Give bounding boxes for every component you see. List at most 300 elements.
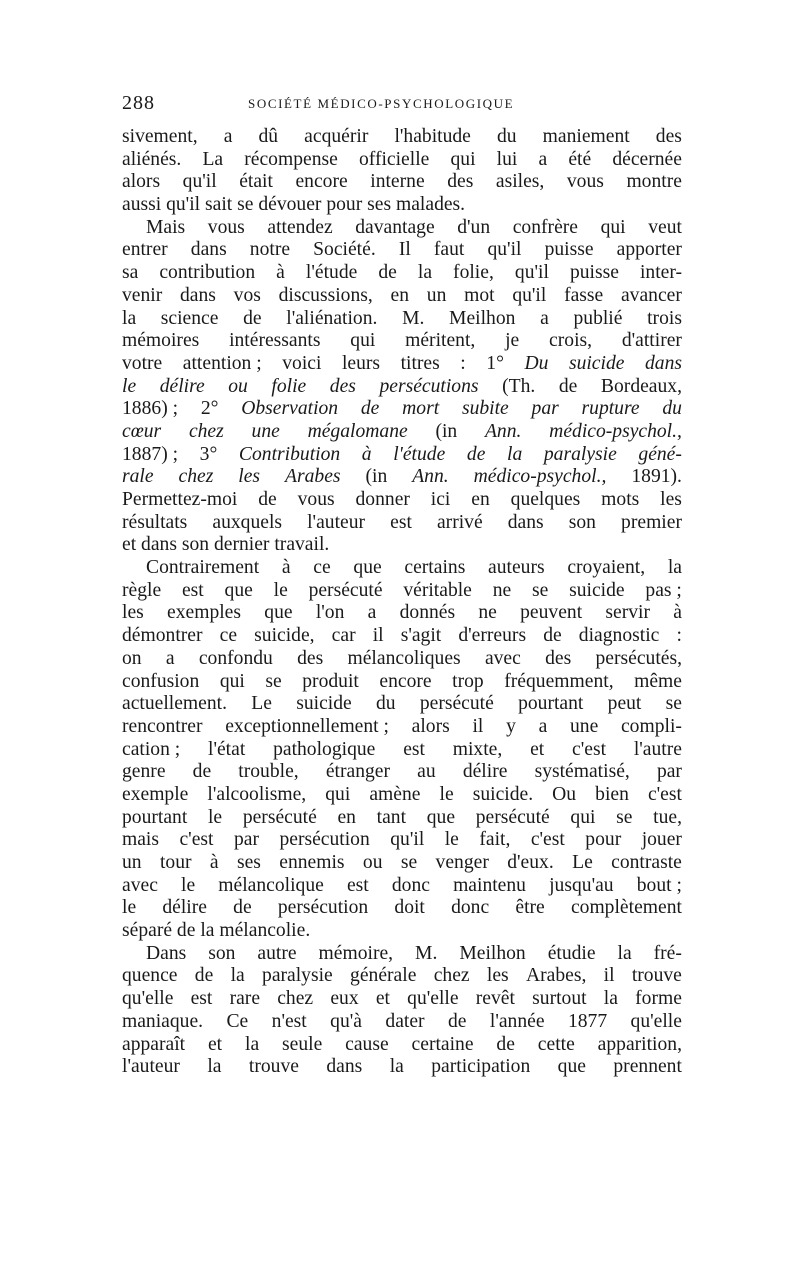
word: tue,	[653, 806, 682, 828]
italic-word: ou	[228, 375, 248, 397]
word: les	[122, 602, 144, 624]
word: que	[426, 806, 456, 828]
word: auxquels	[212, 511, 283, 533]
italic-word: rale	[122, 466, 154, 488]
word: qui	[325, 783, 351, 805]
word: de	[543, 625, 562, 647]
word: cause	[345, 1033, 389, 1055]
word: suicide,	[254, 625, 315, 647]
word: entrer	[122, 239, 168, 261]
word: est	[181, 579, 204, 601]
word: se	[265, 670, 282, 692]
word: c'est	[647, 783, 682, 805]
word: vous	[566, 171, 604, 193]
word: complètement	[570, 897, 682, 919]
text-line	[122, 194, 682, 217]
word: Bordeaux,	[600, 375, 682, 397]
word: exceptionnellement ;	[225, 715, 389, 737]
word: que	[224, 579, 253, 601]
word: qu'il	[390, 829, 425, 851]
word: confusion	[122, 670, 200, 692]
text-line	[122, 285, 682, 308]
italic-word: paralysie	[543, 443, 617, 465]
word: Il	[398, 239, 411, 261]
word: a	[538, 715, 548, 737]
word: de	[194, 965, 214, 987]
word: prennent	[613, 1056, 682, 1078]
word: puisse	[544, 239, 594, 261]
text-line	[122, 625, 682, 648]
word: certaine	[411, 1033, 474, 1055]
word: asiles,	[495, 171, 545, 193]
word: acquérir	[304, 126, 369, 147]
word: avancer	[620, 284, 682, 306]
page-header	[122, 92, 682, 122]
word: Permettez-moi	[122, 489, 238, 510]
word: l'état	[208, 738, 246, 760]
word: pourtant	[122, 806, 188, 828]
italic-word: mort	[402, 398, 440, 420]
word: 1°	[486, 352, 504, 374]
word: Le	[251, 693, 272, 715]
word: été	[568, 148, 592, 170]
word: le	[207, 806, 223, 828]
italic-word: Contribution	[238, 443, 341, 465]
word: croyaient,	[567, 557, 646, 579]
word: a	[538, 148, 548, 170]
word: jouer	[641, 829, 682, 851]
word: persécutés,	[595, 647, 682, 669]
word: à	[673, 602, 682, 624]
word: :	[676, 625, 682, 647]
word: la	[230, 965, 245, 987]
word: séparé de la mélancolie.	[122, 920, 311, 942]
word: fasse	[564, 284, 604, 306]
word: mélancolique	[218, 874, 324, 896]
word: persécuté	[475, 806, 550, 828]
text-line	[122, 557, 682, 580]
word: davantage	[355, 216, 435, 238]
word: en	[390, 284, 410, 306]
word: folie,	[453, 262, 494, 284]
italic-word: médico-psychol.,	[549, 420, 682, 442]
word: pathologique	[273, 738, 376, 760]
word: l'étude	[305, 262, 358, 284]
word: démontrer	[122, 625, 203, 647]
word: avec	[484, 647, 521, 669]
word: un	[122, 852, 142, 873]
word: autre	[257, 942, 297, 964]
page-number: 288	[122, 92, 155, 114]
word: tant	[376, 806, 407, 828]
word: publié	[573, 307, 623, 329]
text-line	[122, 761, 682, 784]
word: systématisé,	[534, 761, 630, 783]
word: dans	[190, 239, 227, 261]
italic-word: chez	[178, 466, 214, 488]
word: qui	[570, 806, 596, 828]
word: 1877	[567, 1010, 608, 1032]
word: ce	[313, 557, 331, 579]
word: persécuté	[308, 579, 383, 601]
word: maniaque.	[122, 1010, 204, 1032]
word: donc	[391, 874, 430, 896]
text-line	[122, 852, 682, 875]
word: apparaît	[122, 1033, 186, 1055]
text-line	[122, 308, 682, 331]
word: mot	[464, 284, 495, 306]
word: ou	[362, 852, 383, 873]
word: l'année	[489, 1010, 545, 1032]
italic-word: Ann.	[412, 466, 449, 488]
word: surtout	[532, 988, 587, 1010]
word: dater	[385, 1010, 425, 1032]
word: d'erreurs	[458, 625, 527, 647]
word: est	[190, 988, 213, 1010]
word: 3°	[199, 443, 218, 465]
word: pas ;	[645, 579, 682, 601]
italic-word: par	[531, 398, 559, 420]
text-line	[122, 965, 682, 988]
word: du	[496, 126, 517, 147]
text-line	[122, 512, 682, 535]
word: Ou	[552, 783, 577, 805]
word: jusqu'au	[549, 874, 614, 896]
word: titres	[400, 352, 440, 374]
word: mais	[122, 829, 160, 851]
word: Meilhon	[459, 942, 526, 964]
text-line	[122, 239, 682, 262]
text-line	[122, 716, 682, 739]
word: à	[276, 262, 285, 284]
word: qui	[450, 148, 476, 170]
word: il	[472, 715, 484, 737]
word: tour	[159, 852, 192, 873]
word: qui	[350, 330, 376, 352]
word: contraste	[611, 852, 682, 873]
word: étudie	[547, 942, 596, 964]
word: compli-	[620, 715, 682, 737]
word: contribution	[159, 262, 256, 284]
word: genre	[122, 761, 166, 783]
word: (in	[365, 466, 388, 488]
word: exemples	[167, 602, 242, 624]
word: Contrairement	[146, 557, 260, 579]
word: mélancoliques	[347, 647, 461, 669]
word: et	[207, 1033, 223, 1055]
italic-word: de	[466, 443, 486, 465]
word: car	[331, 625, 356, 647]
word: à	[281, 557, 291, 579]
word: officielle	[358, 148, 430, 170]
word: cation ;	[122, 738, 181, 760]
text-line	[122, 171, 682, 194]
word: La	[202, 148, 224, 170]
word: apparition,	[597, 1033, 682, 1055]
word: maintenu	[453, 874, 526, 896]
word: peuvent	[520, 602, 583, 624]
word: l'autre	[633, 738, 682, 760]
italic-word: dans	[644, 352, 682, 374]
word: qu'elle	[630, 1010, 682, 1032]
italic-word: une	[251, 420, 280, 442]
word: bout ;	[636, 874, 682, 896]
word: il	[372, 625, 384, 647]
word: mixte,	[452, 738, 503, 760]
word: aussi qu'il sait se dévouer pour ses malades.	[122, 194, 466, 216]
italic-word: du	[662, 398, 682, 420]
word: suicide	[296, 693, 352, 715]
text-line	[122, 353, 682, 376]
word: notre	[249, 239, 291, 261]
word: sivement,	[122, 126, 198, 147]
text-line	[122, 875, 682, 898]
italic-word: le	[122, 375, 137, 397]
word: des	[297, 647, 324, 669]
word: de	[558, 375, 578, 397]
word: de	[192, 761, 212, 783]
word: l'alcoolisme,	[207, 783, 307, 805]
word: persécution	[279, 829, 370, 851]
word: donner	[355, 489, 410, 510]
word: a	[367, 602, 377, 624]
word: le	[122, 897, 137, 919]
word: la	[389, 1056, 404, 1078]
italic-word: mégalomane	[307, 420, 408, 442]
word: la	[122, 307, 137, 329]
word: chez	[433, 965, 470, 987]
word: en	[337, 806, 356, 828]
word: qu'elle	[407, 988, 459, 1010]
word: qui	[219, 670, 245, 692]
text-line	[122, 444, 682, 467]
text-line	[122, 943, 682, 966]
word: produit	[302, 670, 359, 692]
italic-word: médico-psychol.,	[473, 466, 607, 488]
word: l'on	[315, 602, 345, 624]
text-line	[122, 671, 682, 694]
word: quence	[122, 965, 178, 987]
word: la	[417, 262, 433, 284]
word: des	[447, 171, 474, 193]
word: de	[496, 1033, 515, 1055]
word: se	[400, 852, 418, 873]
word: c'est	[530, 829, 565, 851]
word: à	[209, 852, 219, 873]
word: rare	[229, 988, 261, 1010]
word: (in	[435, 420, 458, 442]
word: encore	[295, 171, 348, 193]
text-line	[122, 534, 682, 557]
italic-word: cœur	[122, 420, 162, 442]
italic-word: délire	[159, 375, 205, 397]
word: qu'il	[182, 171, 217, 193]
word: Le	[572, 852, 593, 873]
word: mémoires	[122, 330, 200, 352]
word: méritent,	[405, 330, 476, 352]
word: est	[346, 874, 369, 896]
text-line	[122, 376, 682, 399]
text-line	[122, 466, 682, 489]
word: ne	[492, 579, 512, 601]
word: le	[444, 829, 459, 851]
word: faut	[433, 239, 465, 261]
word: alors	[122, 171, 161, 193]
text-line	[122, 149, 682, 172]
word: des	[655, 126, 682, 147]
text-line	[122, 602, 682, 625]
word: générale	[350, 965, 417, 987]
word: bien	[595, 783, 629, 805]
word: règle	[122, 579, 162, 601]
text-line	[122, 829, 682, 852]
word: d'attirer	[621, 330, 682, 352]
word: dans	[507, 511, 544, 533]
word: actuellement.	[122, 693, 227, 715]
word: la	[207, 1056, 222, 1078]
word: paralysie	[262, 965, 333, 987]
word: trouve	[248, 1056, 299, 1078]
word: :	[460, 352, 466, 374]
word: 1887) ;	[122, 443, 179, 465]
word: peut	[607, 693, 642, 715]
word: votre	[122, 352, 163, 374]
word: le	[273, 579, 288, 601]
word: trop	[452, 670, 484, 692]
italic-word: l'étude	[393, 443, 446, 465]
word: et dans son dernier travail.	[122, 534, 330, 556]
word: puisse	[569, 262, 619, 284]
word: au	[417, 761, 436, 783]
word: est	[403, 738, 425, 760]
word: (Th.	[502, 375, 536, 397]
word: 1891).	[631, 466, 682, 488]
word: participation	[431, 1056, 531, 1078]
word: Dans	[146, 942, 187, 964]
word: le	[439, 783, 454, 805]
word: avec	[122, 874, 158, 896]
word: a	[165, 647, 175, 669]
word: pourtant	[518, 693, 584, 715]
word: se	[531, 579, 549, 601]
word: délire	[162, 897, 207, 919]
word: une	[569, 715, 599, 737]
word: Société.	[313, 239, 376, 261]
word: récompense	[244, 148, 338, 170]
word: se	[665, 693, 682, 715]
word: qu'à	[330, 1010, 362, 1032]
text-line	[122, 807, 682, 830]
word: mots	[601, 489, 640, 510]
word: que	[353, 557, 382, 579]
word: certains	[404, 557, 466, 579]
word: vous	[207, 216, 245, 238]
italic-word: Du	[524, 352, 549, 374]
word: son	[568, 511, 596, 533]
word: sa	[122, 262, 139, 284]
word: c'est	[179, 829, 214, 851]
text-line	[122, 1056, 682, 1079]
word: l'auteur	[307, 511, 366, 533]
word: ici	[430, 489, 451, 510]
word: était	[239, 171, 273, 193]
word: revêt	[475, 988, 515, 1010]
word: dû	[258, 126, 279, 147]
text-line	[122, 421, 682, 444]
text-line	[122, 1011, 682, 1034]
word: veut	[648, 216, 682, 238]
word: Arabes,	[525, 965, 587, 987]
word: confrère	[512, 216, 578, 238]
word: la	[667, 557, 682, 579]
word: 2°	[200, 398, 219, 420]
word: l'habitude	[394, 126, 471, 147]
word: forme	[635, 988, 682, 1010]
word: délire	[462, 761, 508, 783]
italic-word: folie	[271, 375, 307, 397]
word: donnés	[399, 602, 456, 624]
word: de	[447, 1010, 467, 1032]
word: qu'elle	[122, 988, 174, 1010]
word: persécuté	[419, 693, 494, 715]
italic-word: la	[507, 443, 523, 465]
word: rencontrer	[122, 715, 203, 737]
word: apporter	[616, 239, 682, 261]
word: fréquemment,	[504, 670, 614, 692]
word: seule	[282, 1033, 323, 1055]
text-line	[122, 580, 682, 603]
word: un	[426, 284, 447, 306]
word: leurs	[341, 352, 381, 374]
word: résultats	[122, 511, 188, 533]
word: cette	[537, 1033, 575, 1055]
italic-word: les	[238, 466, 261, 488]
word: les	[660, 489, 682, 510]
word: amène	[369, 783, 421, 805]
word: M.	[415, 942, 438, 964]
word: Mais	[146, 216, 186, 238]
text-line	[122, 330, 682, 353]
word: confondu	[198, 647, 273, 669]
word: y	[506, 715, 516, 737]
word: premier	[621, 511, 682, 533]
word: l'auteur	[122, 1056, 180, 1078]
word: décernée	[612, 148, 682, 170]
word: quelques	[510, 489, 581, 510]
text-line	[122, 784, 682, 807]
word: que	[557, 1056, 586, 1078]
word: diagnostic	[578, 625, 660, 647]
word: 1886) ;	[122, 398, 179, 420]
italic-word: géné-	[638, 443, 682, 465]
word: venger	[435, 852, 489, 873]
word: voici	[282, 352, 322, 374]
text-line	[122, 988, 682, 1011]
word: ses	[236, 852, 261, 873]
word: eux	[330, 988, 359, 1010]
word: pour	[585, 829, 622, 851]
italic-word: Observation	[241, 398, 339, 420]
word: son	[208, 942, 236, 964]
word: s'agit	[400, 625, 442, 647]
body-text	[122, 126, 682, 1079]
word: la	[617, 942, 632, 964]
word: ennemis	[279, 852, 345, 873]
word: inter-	[639, 262, 682, 284]
word: persécution	[277, 897, 369, 919]
word: encore	[379, 670, 432, 692]
text-line	[122, 693, 682, 716]
